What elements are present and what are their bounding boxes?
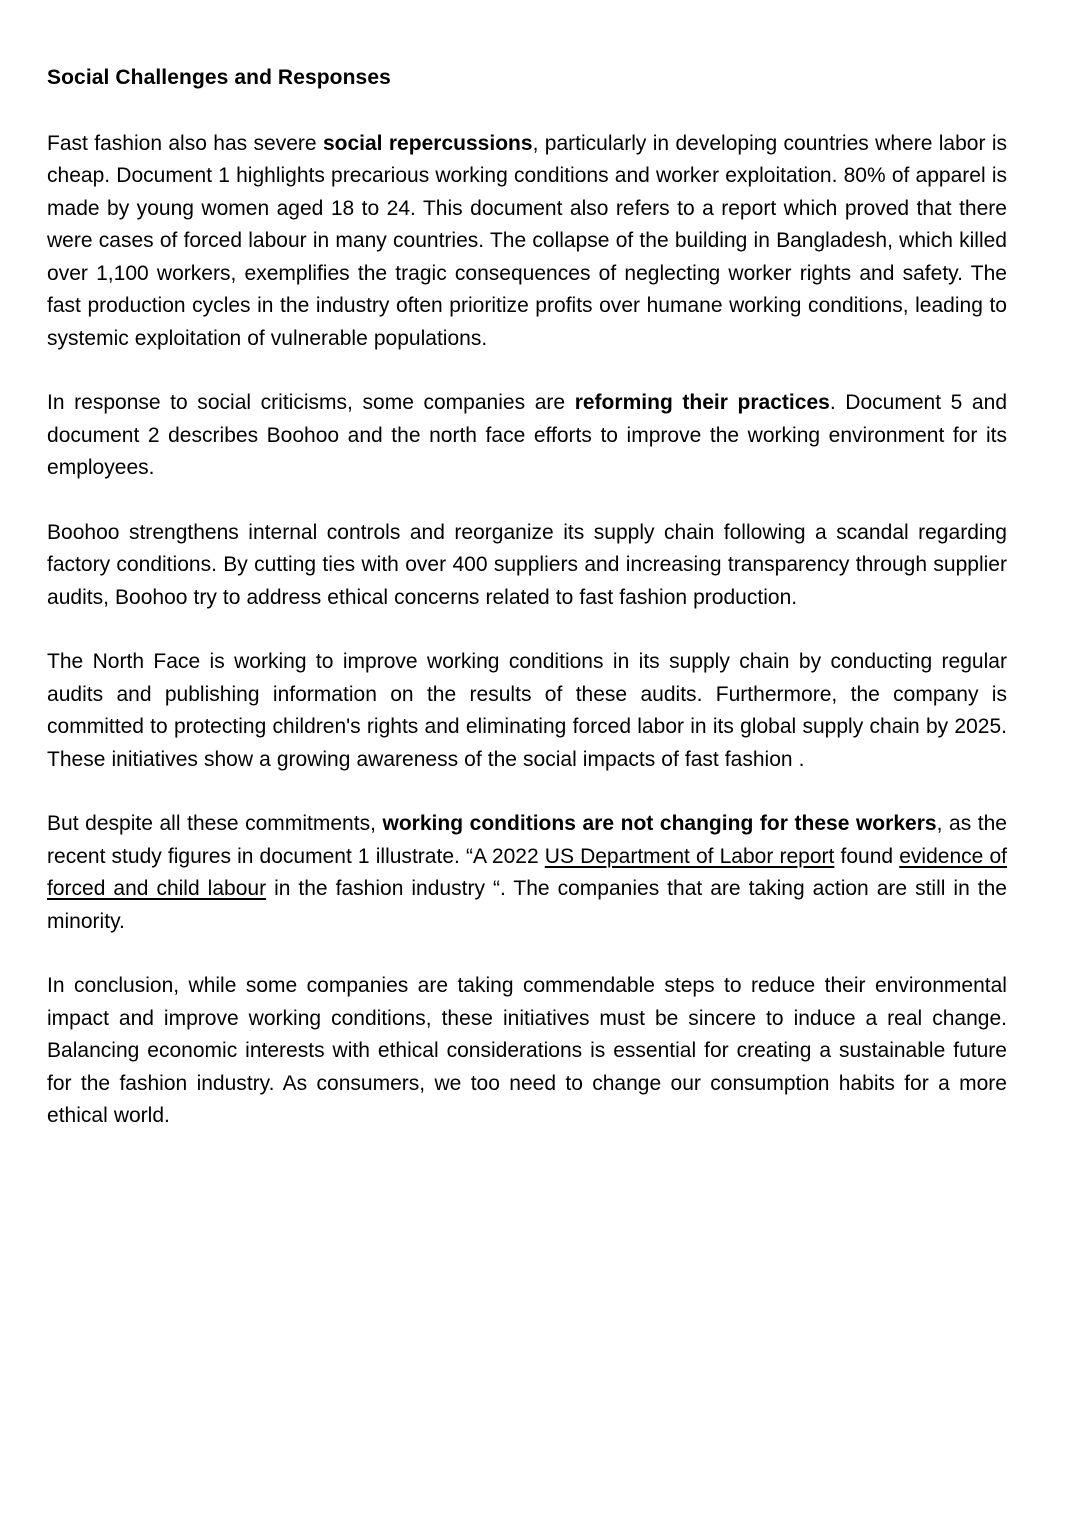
paragraph-list [47,128,1007,1133]
text-run: , particularly in developing countries where labor is cheap. Document 1 highlights precarious working conditions and worker exploitation. 80% of apparel is made by young women aged 18 to 24. This document also refers to a report which proved that there were cases of forced labour in many countries. The collapse of the building in Bangladesh, which killed over 1,100 workers, exemplifies the tragic consequences of neglecting worker rights and safety. The fast production cycles in the industry often prioritize profits over humane working conditions, leading to systemic exploitation of vulnerable populations. [47,131,1008,350]
text-run: The North Face is working to improve working conditions in its supply chain by conducting regular audits and publishing information on the results of these audits. Furthermore, the company is committed to protecting children's rights and eliminating forced labor in its global supply chain by 2025. These initiatives show a growing awareness of the social impacts of fast fashion . [47,650,1007,771]
text-run: But despite all these commitments, [47,812,383,835]
bold-text-run: working conditions are not changing for these workers [382,812,937,835]
paragraph-social-repercussions [47,128,1007,356]
underlined-text-run: evidence of forced and child labour [47,844,1007,900]
text-run: , as the recent study figures in document 1 illustrate. “A 2022 [47,812,1008,868]
text-run: in the fashion industry “. The companies that are taking action are still in the minority. [47,877,1007,933]
paragraph-boohoo-supply-chain [47,517,1007,615]
paragraph-reforming-practices [47,387,1007,485]
bold-text-run: reforming their practices [574,391,830,414]
text-run: . Document 5 and document 2 describes Boohoo and the north face efforts to improve the working environment for its employees. [47,391,1008,479]
text-run: found [834,844,900,868]
bold-text-run: social repercussions [322,131,533,155]
text-run: In conclusion, while some companies are taking commendable steps to reduce their environmental impact and improve working conditions, these initiatives must be sincere to induce a real change. Balancing economic interests with ethical considerations is essential for creating a sustainable future for the fashion industry. As consumers, we too need to change our consumption habits for a more ethical world. [47,974,1007,1127]
text-run: Fast fashion also has severe [47,131,323,155]
paragraph-north-face-audits [47,646,1007,776]
text-run: In response to social criticisms, some companies are [47,391,575,414]
paragraph-conclusion [47,970,1007,1133]
underlined-text-run: US Department of Labor report [544,844,835,868]
document-body [47,62,1007,1133]
text-run: Boohoo strengthens internal controls and reorganize its supply chain following a scandal regarding factory conditions. By cutting ties with over 400 suppliers and increasing transparency through supplier audits, Boohoo try to address ethical concerns related to fast fashion production. [47,520,1007,609]
paragraph-conditions-not-changing [47,808,1007,938]
page-title: Social Challenges and Responses [47,66,391,89]
